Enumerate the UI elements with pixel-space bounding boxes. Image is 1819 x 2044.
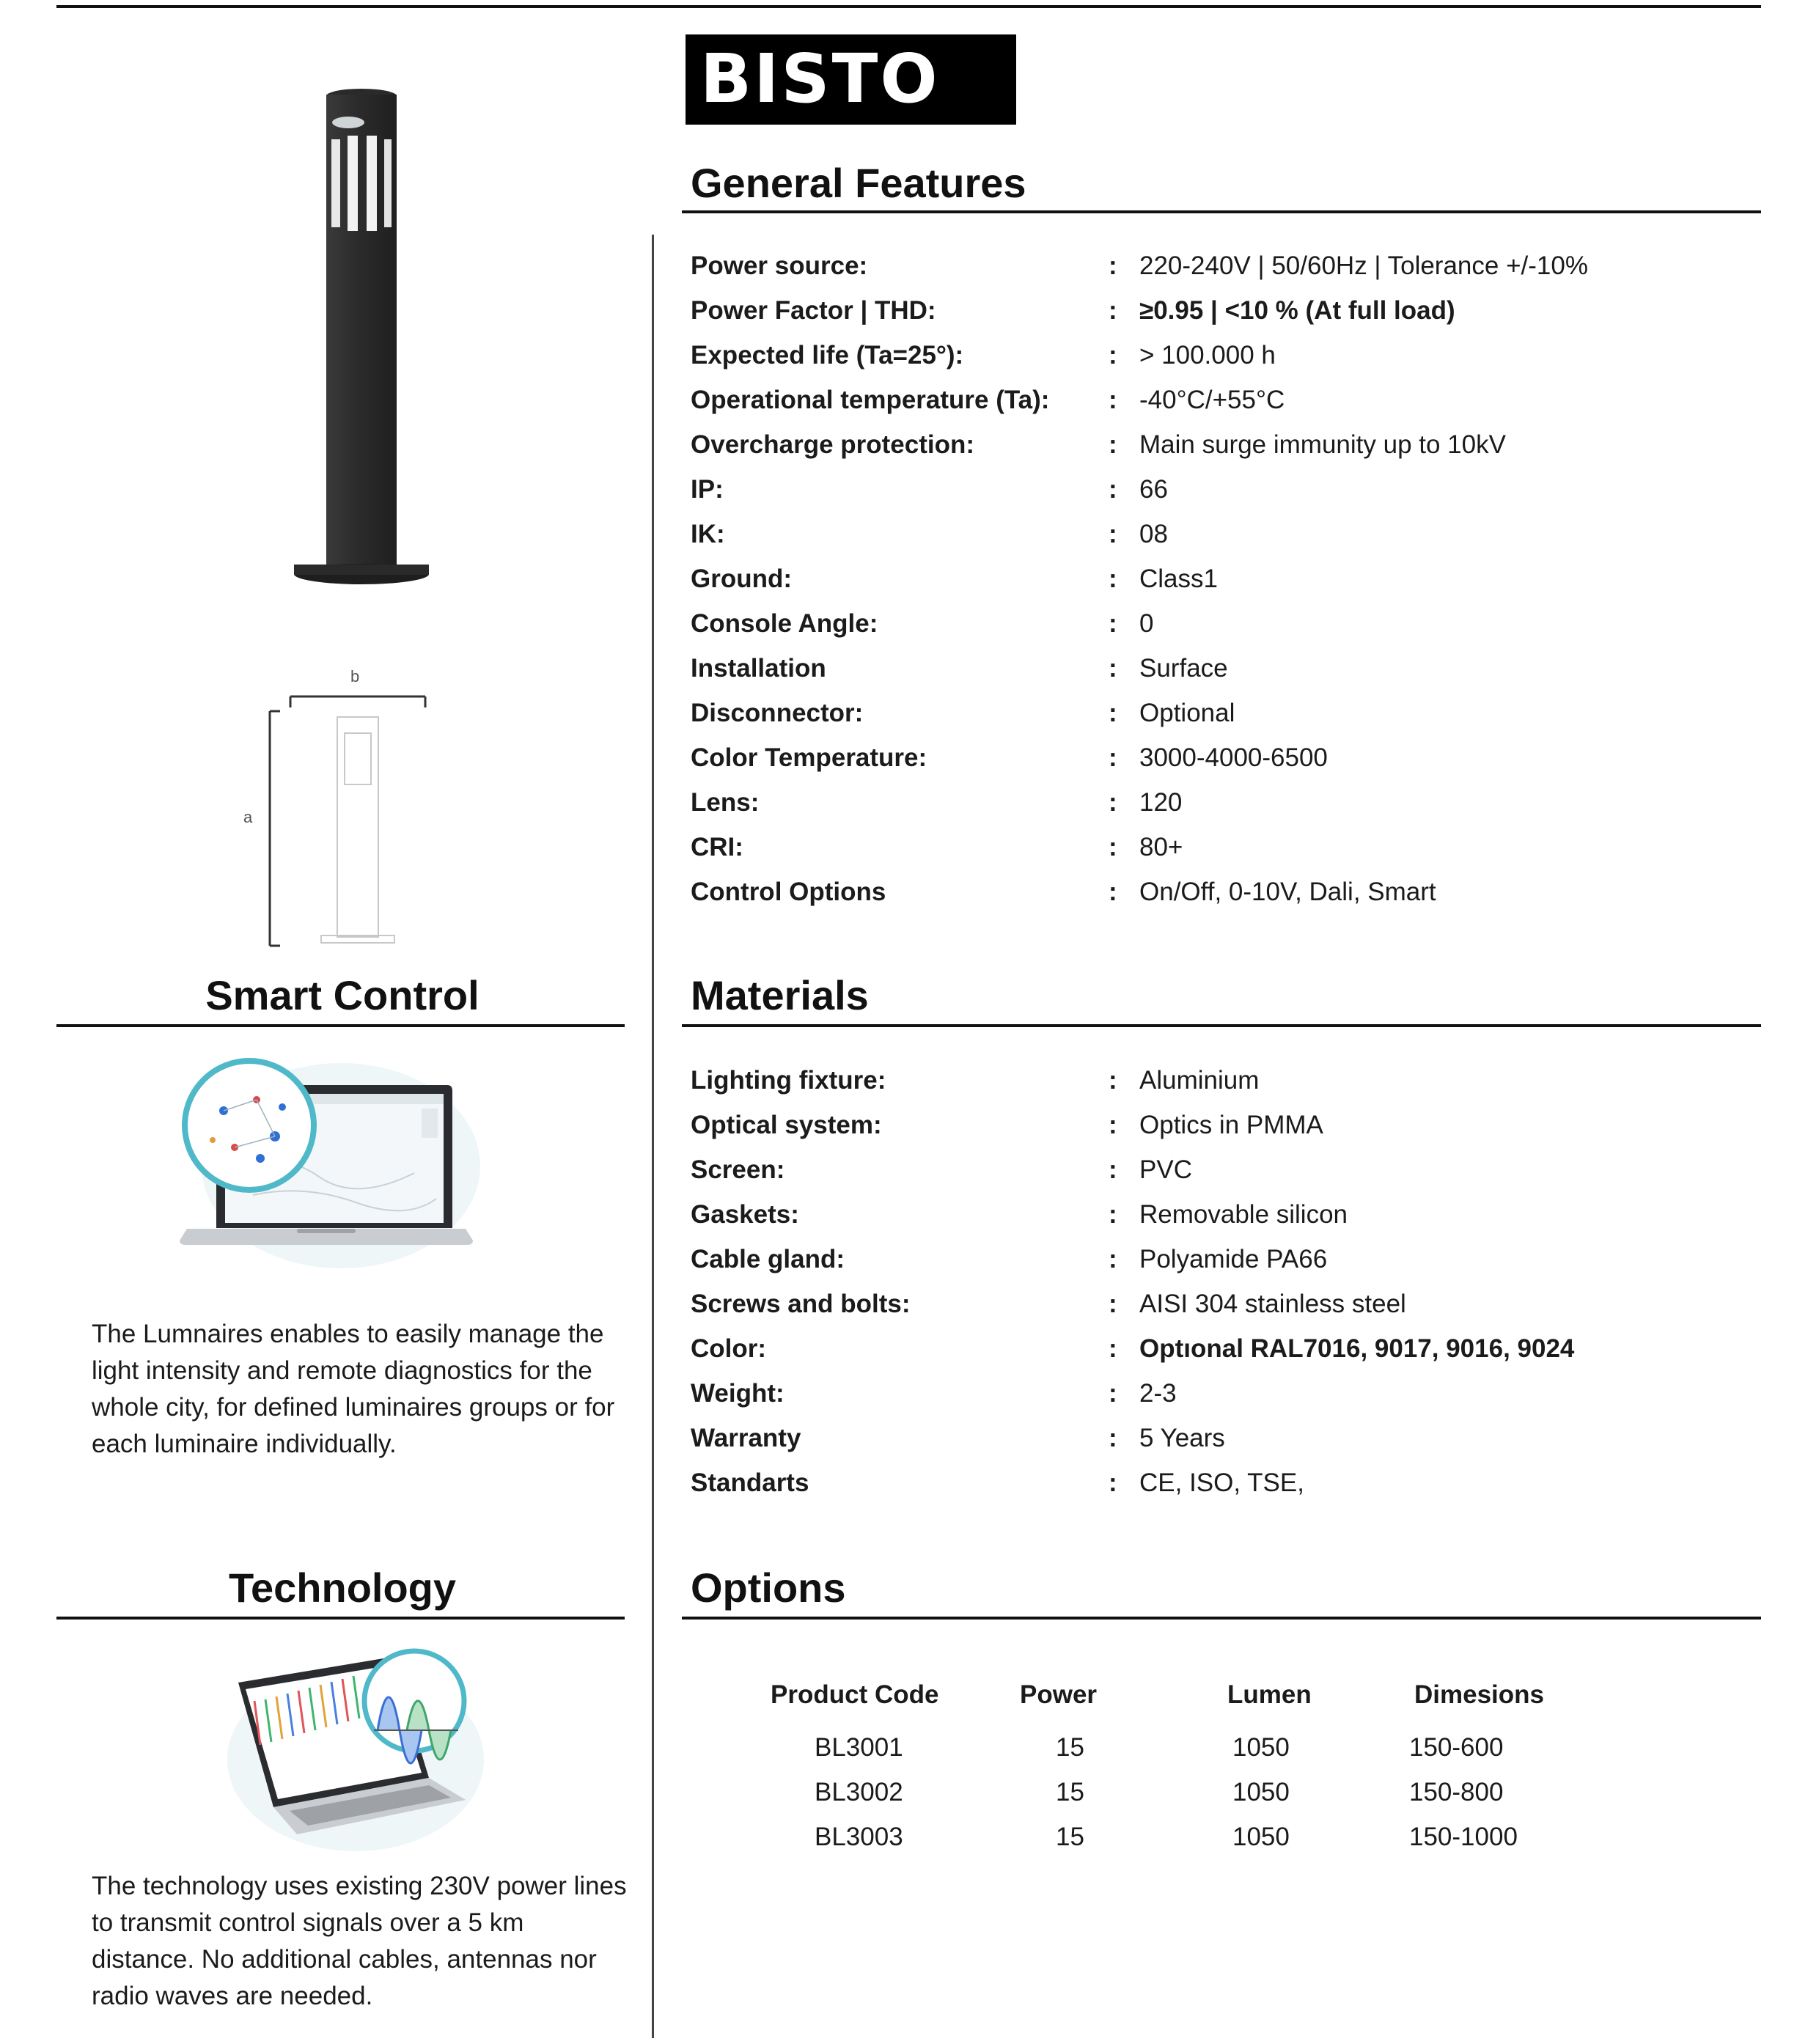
material-label: Gaskets: <box>691 1200 799 1229</box>
options-cell-lumen: 1050 <box>1232 1778 1290 1806</box>
material-value: PVC <box>1139 1155 1192 1184</box>
laptop-chart-illustration <box>209 1642 488 1855</box>
feature-separator: : <box>1109 565 1117 593</box>
material-separator: : <box>1109 1155 1117 1184</box>
feature-separator: : <box>1109 878 1117 906</box>
feature-value: 80+ <box>1139 833 1183 861</box>
options-cell-code: BL3003 <box>815 1823 903 1851</box>
feature-separator: : <box>1109 699 1117 727</box>
feature-label: IK: <box>691 520 725 548</box>
feature-value: -40°C/+55°C <box>1139 386 1285 414</box>
feature-value: 0 <box>1139 609 1154 638</box>
technology-rule <box>56 1617 625 1620</box>
options-cell-power: 15 <box>1056 1778 1084 1806</box>
feature-label: CRI: <box>691 833 743 861</box>
options-cell-code: BL3001 <box>815 1733 903 1762</box>
options-cell-code: BL3002 <box>815 1778 903 1806</box>
feature-label: Operational temperature (Ta): <box>691 386 1050 414</box>
feature-value: 120 <box>1139 788 1183 817</box>
material-value: Optics in PMMA <box>1139 1111 1323 1139</box>
material-value: Removable silicon <box>1139 1200 1348 1229</box>
material-separator: : <box>1109 1424 1117 1452</box>
material-label: Standarts <box>691 1468 809 1497</box>
material-value: 2-3 <box>1139 1379 1177 1408</box>
material-row <box>691 1288 1761 1333</box>
options-cell-dimensions: 150-800 <box>1409 1778 1504 1806</box>
feature-value: 3000-4000-6500 <box>1139 743 1328 772</box>
feature-value: Main surge immunity up to 10kV <box>1139 430 1506 459</box>
material-row <box>691 1109 1761 1154</box>
feature-value: Optional <box>1139 699 1235 727</box>
material-separator: : <box>1109 1334 1117 1363</box>
feature-row <box>691 742 1761 787</box>
options-header-code: Product Code <box>771 1680 939 1709</box>
material-row <box>691 1199 1761 1243</box>
laptop-map-illustration <box>172 1056 480 1268</box>
smart-control-title: Smart Control <box>205 972 479 1018</box>
feature-separator: : <box>1109 386 1117 414</box>
feature-label: IP: <box>691 475 724 504</box>
options-cell-power: 15 <box>1056 1733 1084 1762</box>
feature-separator: : <box>1109 341 1117 370</box>
general-features-rule <box>682 210 1761 213</box>
options-header-dimensions: Dimesions <box>1414 1680 1544 1709</box>
material-label: Screws and bolts: <box>691 1290 911 1318</box>
material-label: Screen: <box>691 1155 785 1184</box>
brand-name: BISTO <box>700 40 940 118</box>
material-value: AISI 304 stainless steel <box>1139 1290 1406 1318</box>
feature-row <box>691 250 1761 295</box>
feature-label: Ground: <box>691 565 793 593</box>
options-cell-lumen: 1050 <box>1232 1733 1290 1762</box>
feature-label: Lens: <box>691 788 760 817</box>
technology-title: Technology <box>228 1565 457 1611</box>
material-value: Polyamide PA66 <box>1139 1245 1328 1273</box>
feature-row <box>691 831 1761 876</box>
materials-title: Materials <box>691 972 869 1018</box>
feature-value: 08 <box>1139 520 1168 548</box>
feature-separator: : <box>1109 609 1117 638</box>
feature-row <box>691 608 1761 652</box>
feature-separator: : <box>1109 654 1117 683</box>
feature-row <box>691 876 1761 921</box>
feature-value: > 100.000 h <box>1139 341 1276 370</box>
feature-value: Class1 <box>1139 565 1218 593</box>
feature-label: Disconnector: <box>691 699 864 727</box>
materials-list <box>691 1065 1761 1512</box>
material-label: Cable gland: <box>691 1245 845 1273</box>
options-header-power: Power <box>1020 1680 1098 1709</box>
feature-label: Expected life (Ta=25°): <box>691 341 964 370</box>
feature-separator: : <box>1109 475 1117 504</box>
feature-row <box>691 697 1761 742</box>
material-separator: : <box>1109 1290 1117 1318</box>
options-title: Options <box>691 1565 846 1611</box>
material-value: 5 Years <box>1139 1424 1225 1452</box>
feature-separator: : <box>1109 251 1117 280</box>
feature-value: Surface <box>1139 654 1228 683</box>
feature-row <box>691 339 1761 384</box>
brand-logo <box>686 34 1016 125</box>
feature-value: 66 <box>1139 475 1168 504</box>
feature-separator: : <box>1109 520 1117 548</box>
material-row <box>691 1422 1761 1467</box>
material-separator: : <box>1109 1066 1117 1095</box>
feature-label: Color Temperature: <box>691 743 927 772</box>
material-value: Aluminium <box>1139 1066 1260 1095</box>
material-label: Warranty <box>691 1424 801 1452</box>
material-separator: : <box>1109 1379 1117 1408</box>
column-divider <box>652 235 654 2038</box>
feature-separator: : <box>1109 788 1117 817</box>
material-row <box>691 1065 1761 1109</box>
feature-row <box>691 518 1761 563</box>
general-features-list <box>691 250 1761 921</box>
material-row <box>691 1243 1761 1288</box>
material-label: Color: <box>691 1334 767 1363</box>
feature-separator: : <box>1109 430 1117 459</box>
feature-row <box>691 474 1761 518</box>
feature-label: Control Options <box>691 878 886 906</box>
smart-control-rule <box>56 1024 625 1027</box>
material-label: Lighting fixture: <box>691 1066 886 1095</box>
material-label: Optical system: <box>691 1111 882 1139</box>
material-row <box>691 1333 1761 1378</box>
top-rule <box>56 5 1761 8</box>
feature-value: 220-240V | 50/60Hz | Tolerance +/-10% <box>1139 251 1588 280</box>
material-value: Optıonal RAL7016, 9017, 9016, 9024 <box>1139 1334 1575 1363</box>
general-features-title: General Features <box>691 160 1026 206</box>
feature-row <box>691 563 1761 608</box>
feature-separator: : <box>1109 296 1117 325</box>
feature-label: Power source: <box>691 251 868 280</box>
smart-control-text: The Lumnaires enables to easily manage the light intensity and remote diagnostics for the whole city, for defined luminaires groups or for each luminaire individually. <box>92 1320 615 1458</box>
feature-row <box>691 652 1761 697</box>
materials-rule <box>682 1024 1761 1027</box>
material-separator: : <box>1109 1468 1117 1497</box>
dimension-label-a: a <box>243 808 253 826</box>
options-cell-dimensions: 150-1000 <box>1409 1823 1518 1851</box>
bollard-product-image <box>286 84 440 590</box>
options-rule <box>682 1617 1761 1620</box>
options-cell-dimensions: 150-600 <box>1409 1733 1504 1762</box>
material-separator: : <box>1109 1245 1117 1273</box>
material-value: CE, ISO, TSE, <box>1139 1468 1304 1497</box>
feature-label: Overcharge protection: <box>691 430 975 459</box>
options-cell-lumen: 1050 <box>1232 1823 1290 1851</box>
feature-separator: : <box>1109 743 1117 772</box>
feature-row <box>691 787 1761 831</box>
feature-separator: : <box>1109 833 1117 861</box>
material-label: Weight: <box>691 1379 784 1408</box>
feature-value: On/Off, 0-10V, Dali, Smart <box>1139 878 1436 906</box>
feature-row <box>691 384 1761 429</box>
options-cell-power: 15 <box>1056 1823 1084 1851</box>
feature-row <box>691 429 1761 474</box>
material-separator: : <box>1109 1200 1117 1229</box>
feature-value: ≥0.95 | <10 % (At full load) <box>1139 296 1455 325</box>
technology-text: The technology uses existing 230V power lines to transmit control signals over a 5 km distance. No additional cables, antennas nor radio waves are needed. <box>92 1872 627 2010</box>
material-separator: : <box>1109 1111 1117 1139</box>
options-header-lumen: Lumen <box>1227 1680 1312 1709</box>
dimension-label-b: b <box>350 667 360 685</box>
feature-label: Power Factor | THD: <box>691 296 936 325</box>
feature-label: Installation <box>691 654 826 683</box>
material-row <box>691 1378 1761 1422</box>
dimension-drawing <box>235 667 440 953</box>
feature-label: Console Angle: <box>691 609 878 638</box>
material-row <box>691 1467 1761 1512</box>
feature-row <box>691 295 1761 339</box>
material-row <box>691 1154 1761 1199</box>
